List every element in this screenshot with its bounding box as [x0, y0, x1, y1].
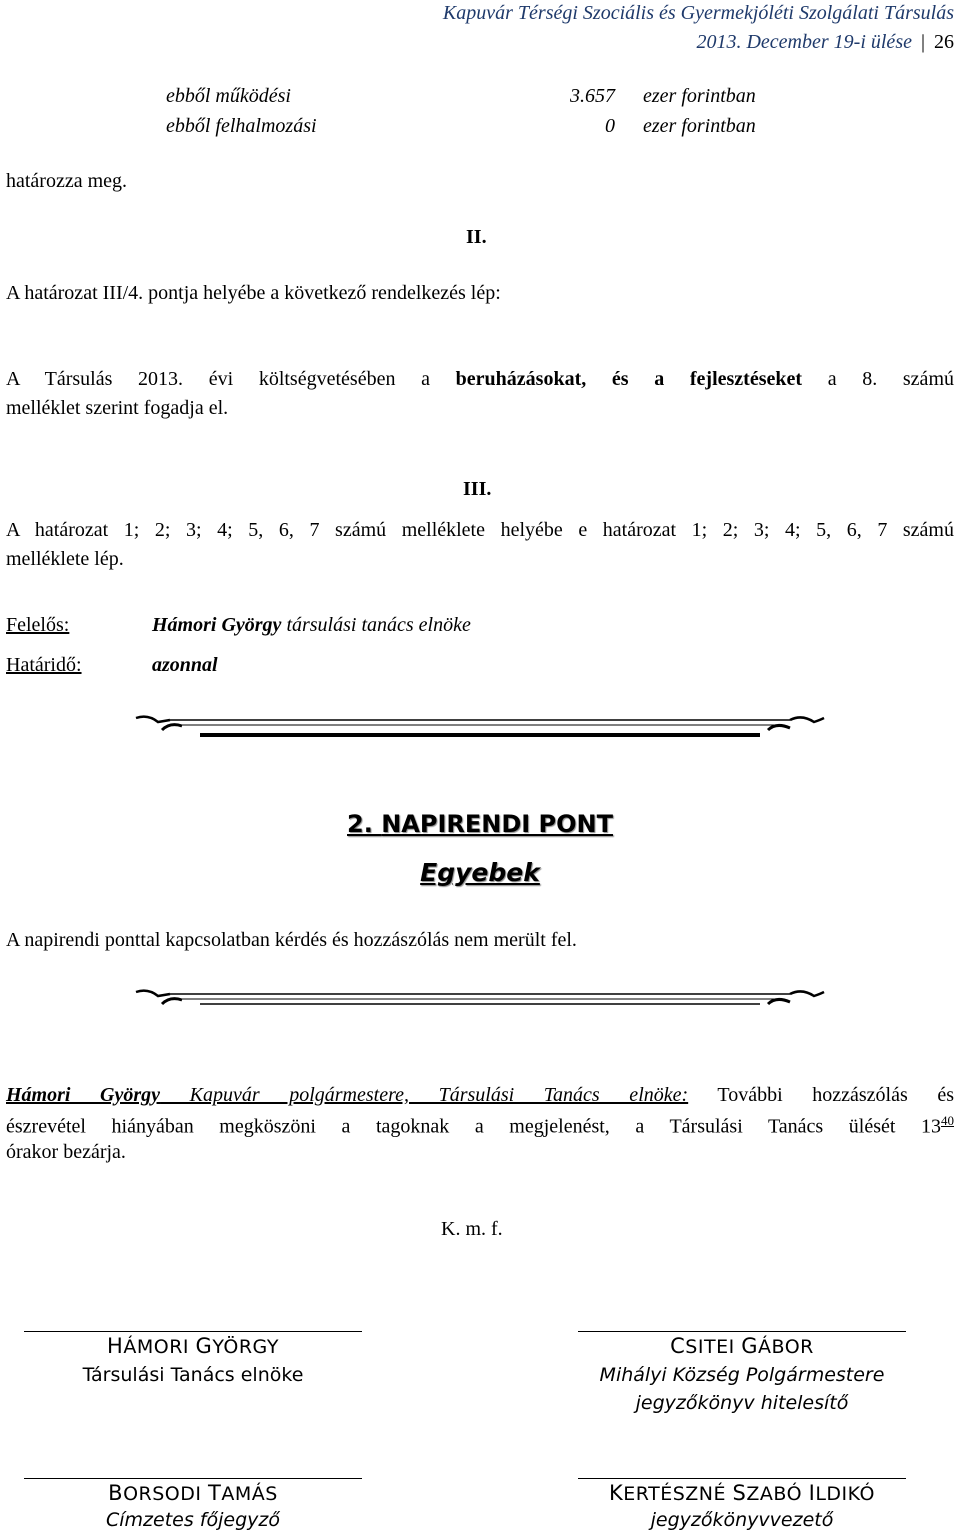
signature-role-hamori: Társulási Tanács elnöke — [82, 1364, 304, 1386]
decides-text: határozza meg. — [6, 170, 128, 192]
section-ii-para-line2: melléklet szerint fogadja el. — [6, 397, 229, 419]
hatarido-label: Határidő: — [6, 654, 82, 676]
section-ii-para-b: a 8. számú — [802, 368, 954, 390]
budget-label-capital: ebből felhalmozási — [166, 115, 317, 137]
agenda-number: 2. — [347, 810, 382, 838]
signature-role2-csitei: jegyzőkönyv hitelesítő — [635, 1392, 849, 1414]
closing-line1 — [6, 1084, 954, 1107]
hatarido-value: azonnal — [152, 654, 218, 676]
closing-text-line2: észrevétel hiányában megköszöni a tagoknak a megjelenést, a Társulási Tanács ülését 13 — [6, 1115, 941, 1138]
section-ii-paragraph — [6, 368, 954, 391]
signature-block-kerteszne — [560, 1481, 924, 1531]
closing-line2 — [6, 1113, 954, 1139]
closing-speaker-name: Hámori György — [6, 1084, 161, 1106]
signature-block-csitei — [568, 1334, 916, 1414]
header-org: Kapuvár Térségi Szociális és Gyermekjóléti Szolgálati Társulás — [442, 2, 954, 24]
signature-name-hamori: HÁMORI GYÖRGY — [107, 1334, 279, 1358]
section-iii-line1: A határozat 1; 2; 3; 4; 5, 6, 7 számú melléklete helyébe e határozat 1; 2; 3; 4; 5, 6, 7 számú — [6, 519, 954, 541]
budget-amount-capital: 0 — [605, 115, 615, 137]
signature-name-kerteszne: KERTÉSZNÉ SZABÓ ILDIKÓ — [608, 1481, 876, 1505]
header-page-number: 26 — [934, 31, 954, 53]
closing-text-line1: További hozzászólás és — [688, 1084, 955, 1106]
closing-speaker-role: Kapuvár polgármestere, Társulási Tanács elnöke: — [160, 1084, 689, 1106]
signature-line-4 — [578, 1478, 906, 1479]
budget-amount-operating: 3.657 — [570, 85, 615, 107]
felelos-label: Felelős: — [6, 614, 70, 636]
signature-name-csitei: CSITEI GÁBOR — [670, 1334, 814, 1358]
signature-block-hamori — [24, 1334, 362, 1386]
signature-role-borsodi: Címzetes főjegyző — [106, 1509, 280, 1531]
kmf-text: K. m. f. — [441, 1218, 503, 1240]
budget-unit-operating: ezer forintban — [643, 85, 756, 107]
budget-label-operating: ebből működési — [166, 85, 291, 107]
signature-role-csitei: Mihályi Község Polgármestere — [599, 1364, 885, 1386]
signature-name-borsodi: BORSODI TAMÁS — [108, 1481, 278, 1505]
signature-line-1 — [24, 1331, 362, 1332]
closing-time-sup: 40 — [941, 1113, 954, 1128]
felelos-value — [152, 614, 471, 637]
signature-role-kerteszne: jegyzőkönyvvezető — [650, 1509, 834, 1531]
section-iii-line2: melléklete lép. — [6, 548, 124, 570]
felelos-name: Hámori György — [152, 614, 282, 636]
header-date-session: 2013. December 19-i ülése — [696, 31, 912, 53]
signature-line-2 — [578, 1331, 906, 1332]
agenda-title — [0, 810, 960, 838]
section-ii-para-bold: beruházásokat, és a fejlesztéseket — [455, 368, 803, 390]
felelos-role: társulási tanács elnöke — [281, 614, 471, 636]
closing-text-line3: órakor bezárja. — [6, 1141, 126, 1163]
divider-ornament-bottom — [130, 984, 830, 1012]
section-ii-para-a: A Társulás 2013. évi költségvetésében a — [6, 368, 456, 390]
agenda-note: A napirendi ponttal kapcsolatban kérdés és hozzászólás nem merült fel. — [6, 929, 577, 951]
header-session: 2013. December 19-i ülése | 26 — [696, 31, 954, 53]
signature-block-borsodi — [24, 1481, 362, 1531]
section-ii-intro: A határozat III/4. pontja helyébe a következő rendelkezés lép: — [6, 282, 501, 304]
section-ii-numeral: II. — [466, 226, 487, 248]
agenda-title-text: NAPIRENDI PONT — [381, 810, 613, 838]
agenda-subtitle: Egyebek — [420, 858, 540, 887]
budget-unit-capital: ezer forintban — [643, 115, 756, 137]
signature-line-3 — [24, 1478, 362, 1479]
section-iii-numeral: III. — [463, 478, 492, 500]
divider-ornament-top — [130, 708, 830, 744]
